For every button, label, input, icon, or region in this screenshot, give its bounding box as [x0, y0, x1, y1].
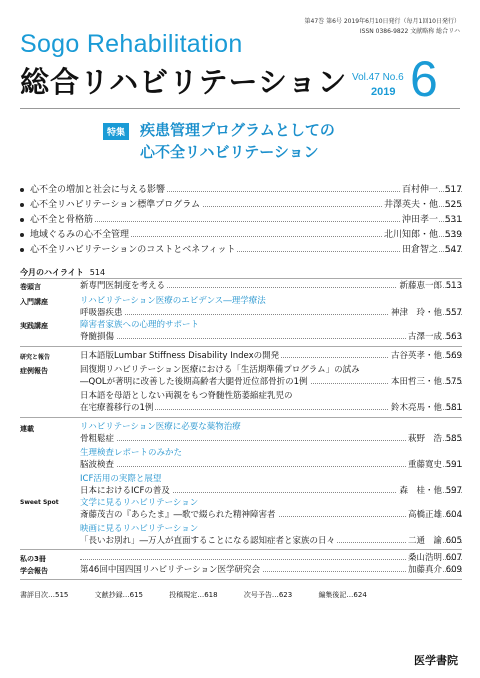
entry-title: 日本語版Lumbar Stiffness Disability Indexの開発 [80, 351, 280, 361]
article-author: 北川知郎・他 [383, 230, 438, 240]
category-label: 症例報告 [20, 367, 48, 375]
toc-entry[interactable] [80, 535, 462, 547]
entry-title: 呼吸器疾患 [80, 308, 123, 318]
footer-item[interactable]: 次号予告…623 [243, 591, 293, 599]
series-title: 障害者家族への心理的サポート [80, 320, 200, 330]
series-title: 生理検査レポートのみかた [80, 448, 183, 458]
bullet-icon [20, 248, 24, 252]
entry-author: 古谷英孝・他 [390, 351, 442, 361]
entry-page: 563 [445, 332, 462, 342]
journal-title-en: Sogo Rehabilitation [20, 30, 243, 58]
toc-entry[interactable] [80, 509, 462, 521]
entry-page: 569 [445, 351, 462, 361]
footer-item[interactable]: 投稿規定…618 [169, 591, 218, 599]
bullet-icon [20, 218, 24, 222]
category-label: 巻頭言 [20, 283, 41, 291]
category-label: Sweet Spot [20, 499, 59, 506]
toc-entry[interactable] [80, 564, 462, 576]
section-divider [20, 346, 462, 347]
toc-series-title [80, 421, 462, 433]
pub-info-line1: 第47巻 第6号 2019年6月10日発行（毎月1回10日発行） [304, 18, 460, 25]
toc-entry[interactable] [80, 307, 462, 319]
feature-badge: 特集 [103, 123, 129, 140]
entry-page: 604 [445, 510, 462, 520]
entry-title: 脳波検査 [80, 460, 115, 470]
toc-series-title [80, 295, 462, 307]
pub-info-line2: ISSN 0386-9822 文献略称 総合リハ [359, 28, 460, 35]
leader-dots [80, 466, 462, 467]
article-page: 547 [444, 245, 462, 255]
section-divider [20, 417, 462, 418]
entry-author: 二通 諭 [407, 536, 442, 546]
category-label: 学会報告 [20, 567, 48, 575]
bullet-icon [20, 233, 24, 237]
entry-title: 第46回中国四国リハビリテーション医学研究会 [80, 565, 261, 575]
article-title: 心不全リハビリテーション標準プログラム [30, 200, 201, 210]
feature-article[interactable] [20, 213, 462, 227]
feature-title-line2: 心不全リハビリテーション [140, 143, 319, 161]
toc-entry[interactable] [80, 459, 462, 471]
entry-page: 607 [445, 553, 462, 563]
entry-author: 新藤恵一郎 [399, 281, 442, 291]
series-title: ICF活用の実際と展望 [80, 474, 162, 484]
entry-title: 新専門医制度を考える [80, 281, 166, 291]
entry-page: 581 [445, 403, 462, 413]
entry-author: 高橋正雄 [407, 510, 442, 520]
article-title: 心不全リハビリテーションのコストとベネフィット [30, 245, 236, 255]
monthly-highlight[interactable] [20, 267, 105, 278]
header-divider [20, 108, 460, 109]
leader-dots [80, 440, 462, 441]
entry-title: 回復期リハビリテーション医療における「生活期準備プログラム」の試み [80, 365, 360, 375]
footer-item[interactable]: 書評目次…515 [20, 591, 69, 599]
feature-article[interactable] [20, 243, 462, 257]
entry-page: 557 [445, 308, 462, 318]
entry-page: 513 [445, 281, 462, 291]
entry-author: 桑山浩明 [407, 553, 442, 563]
toc-entry[interactable] [80, 376, 462, 388]
category-label: 研究と報告 [20, 354, 51, 361]
footer-item[interactable]: 文献抄録…615 [94, 591, 143, 599]
entry-title: 骨粗鬆症 [80, 434, 115, 444]
entry-page: 605 [445, 536, 462, 546]
toc-entry[interactable] [80, 552, 462, 564]
entry-title: 「長いお別れ」―万人が直面することになる認知症者と家族の日々 [80, 536, 336, 546]
article-page: 517 [444, 185, 462, 195]
entry-author: 萩野 浩 [407, 434, 442, 444]
series-title: 文学に見るリハビリテーション [80, 498, 199, 508]
journal-title-ja: 総合リハビリテーション [20, 65, 348, 99]
entry-title: 日本におけるICFの普及 [80, 486, 170, 496]
toc-series-title [80, 319, 462, 331]
toc-entry[interactable] [80, 485, 462, 497]
section-divider [20, 549, 462, 550]
article-author: 百村伸一 [401, 185, 438, 195]
series-title: リハビリテーション医療のエビデンス―理学療法 [80, 296, 266, 306]
entry-subtitle: ―QOLが著明に改善した後期高齢者大腿骨近位部骨折の1例 [80, 377, 308, 387]
article-author: 沖田孝一 [401, 215, 438, 225]
article-page: 539 [444, 230, 462, 240]
highlight-page: 514 [89, 268, 106, 277]
feature-article[interactable] [20, 198, 462, 212]
entry-title: 斎藤茂吉の『あらたま』―歌で綴られた精神障害者 [80, 510, 276, 520]
toc-series-title [80, 447, 462, 459]
category-label: 実践講座 [20, 322, 48, 330]
leader-dots [80, 559, 462, 560]
bullet-icon [20, 203, 24, 207]
category-label: 入門講座 [20, 298, 48, 306]
article-author: 井澤英夫・他 [383, 200, 438, 210]
series-title: リハビリテーション医療に必要な薬物治療 [80, 422, 241, 432]
entry-page: 591 [445, 460, 462, 470]
leader-dots [80, 338, 462, 339]
footer-index [20, 590, 391, 600]
category-label: 私の3冊 [20, 555, 46, 563]
section-divider [20, 278, 462, 279]
highlight-label: 今月のハイライト [20, 268, 84, 277]
entry-page: 609 [445, 565, 462, 575]
article-page: 525 [444, 200, 462, 210]
entry-author: 重藤寛史 [407, 460, 442, 470]
toc-entry[interactable] [80, 402, 462, 414]
bullet-icon [20, 188, 24, 192]
issue-number: 6 [410, 51, 438, 107]
section-divider [20, 579, 462, 580]
entry-page: 585 [445, 434, 462, 444]
feature-article[interactable] [20, 228, 462, 242]
article-page: 531 [444, 215, 462, 225]
category-label: 連載 [20, 425, 34, 433]
toc-entry-line[interactable] [80, 390, 462, 402]
entry-author: 本田哲三・他 [390, 377, 442, 387]
toc-entry[interactable] [80, 350, 462, 362]
footer-item[interactable]: 編集後記…624 [318, 591, 367, 599]
article-title: 心不全と骨格筋 [30, 215, 94, 225]
toc-entry[interactable] [80, 331, 462, 343]
entry-subtitle: 在宅療養移行の1例 [80, 403, 154, 413]
toc-series-title [80, 473, 462, 485]
issue-year: 2019 [371, 86, 396, 98]
entry-author: 加藤真介 [407, 565, 442, 575]
entry-author: 森 桂・他 [399, 486, 442, 496]
toc-entry-line[interactable] [80, 364, 462, 376]
feature-title-line1: 疾患管理プログラムとしての [140, 121, 335, 139]
toc-entry[interactable] [80, 433, 462, 445]
entry-author: 鈴木亮馬・他 [390, 403, 442, 413]
publisher-name: 医学書院 [414, 654, 458, 667]
article-title: 心不全の増加と社会に与える影響 [30, 185, 166, 195]
entry-page: 575 [445, 377, 462, 387]
entry-title: 脊髄損傷 [80, 332, 115, 342]
toc-series-title [80, 523, 462, 535]
toc-entry[interactable] [80, 280, 462, 292]
toc-series-title [80, 497, 462, 509]
volume-number: Vol.47 No.6 [352, 72, 404, 83]
article-title: 地域ぐるみの心不全管理 [30, 230, 130, 240]
entry-page: 597 [445, 486, 462, 496]
entry-author: 古澤一成 [407, 332, 442, 342]
entry-author: 神津 玲・他 [390, 308, 442, 318]
series-title: 映画に見るリハビリテーション [80, 524, 199, 534]
entry-title: 日本語を母語としない両親をもつ脊髄性筋萎縮症乳児の [80, 391, 293, 401]
feature-article[interactable] [20, 183, 462, 197]
article-author: 田倉智之 [401, 245, 438, 255]
